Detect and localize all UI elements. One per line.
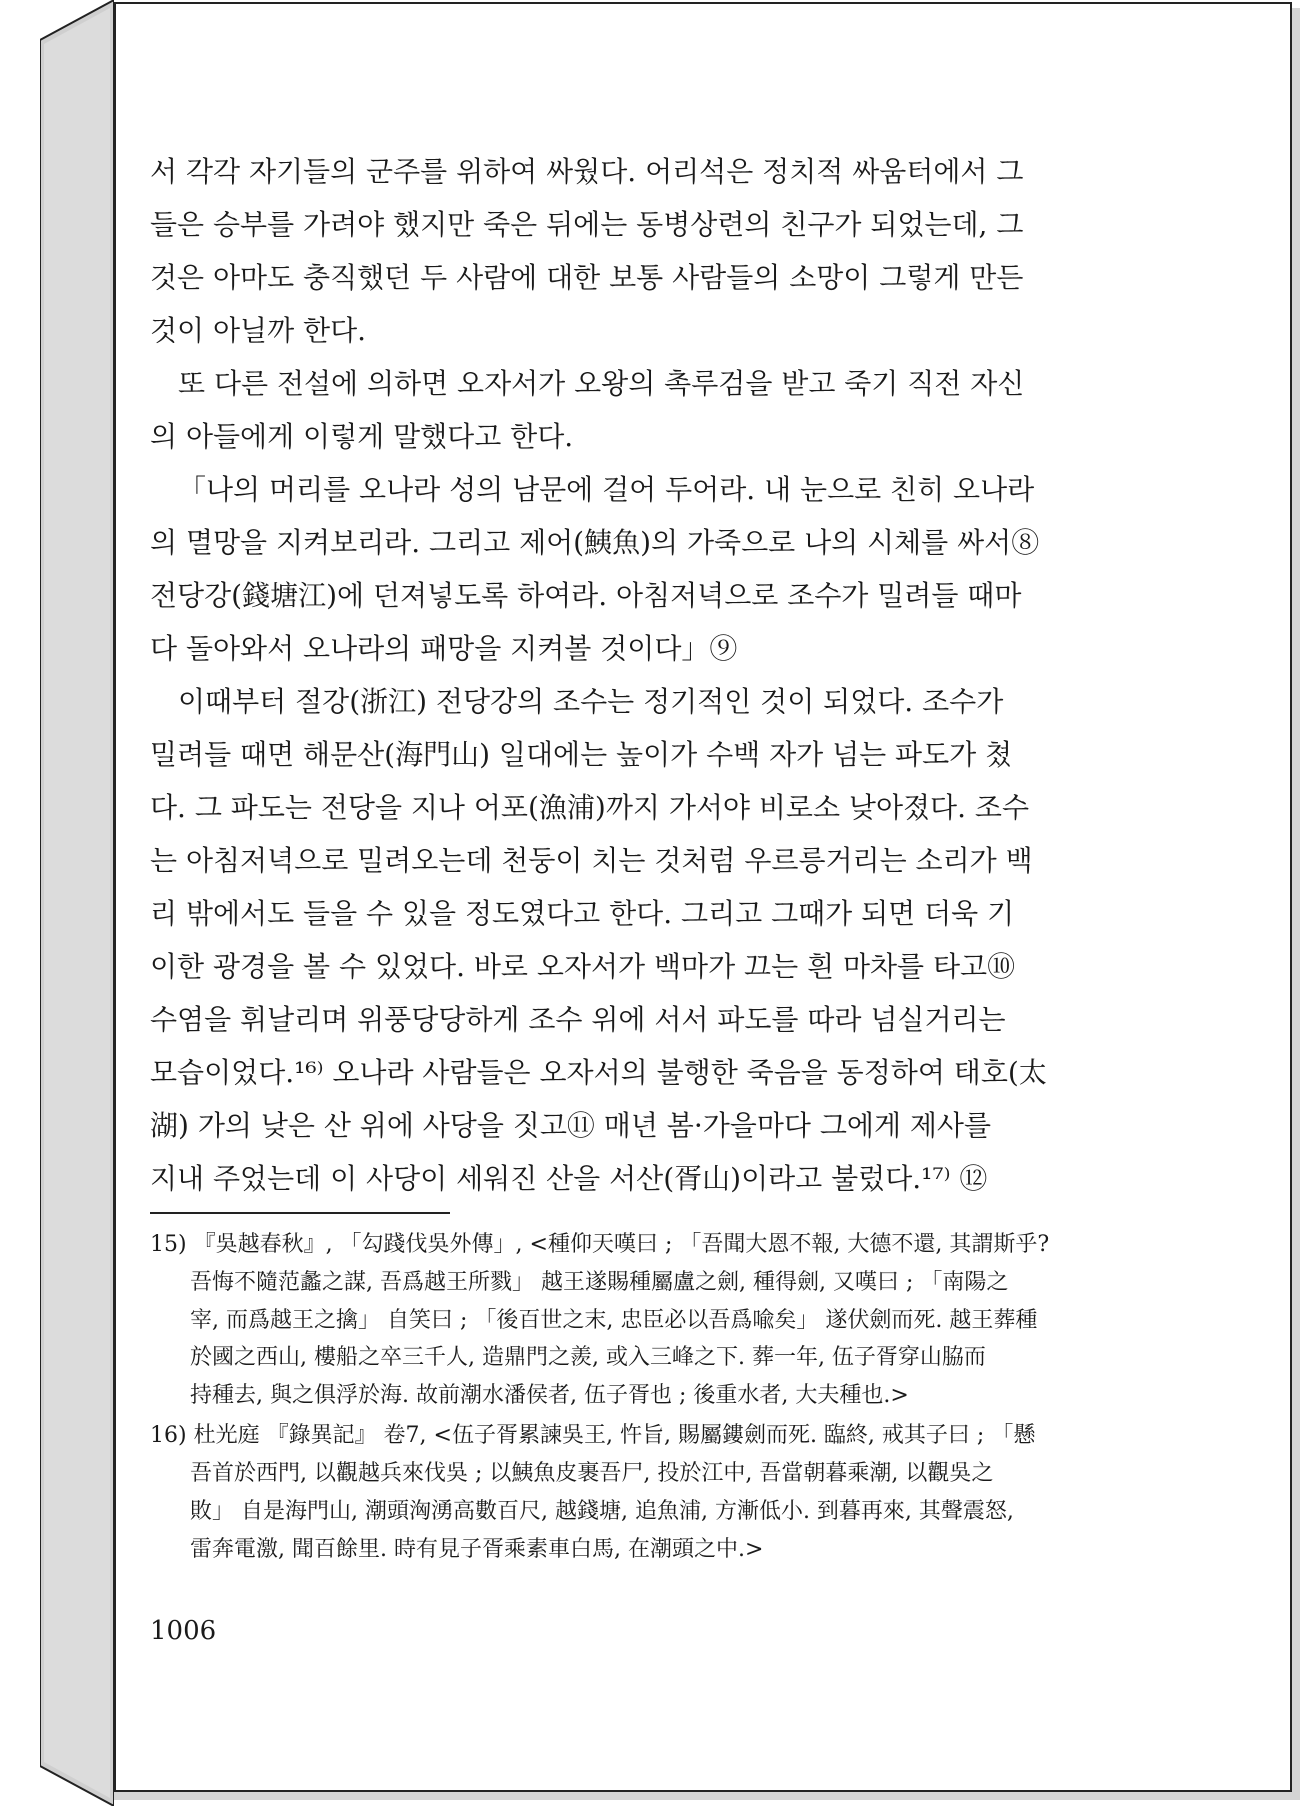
text-line: 의 멸망을 지켜보리라. 그리고 제어(鮧魚)의 가죽으로 나의 시체를 싸서⑧ (150, 526, 1040, 559)
text-line: 밀려들 때면 해문산(海門山) 일대에는 높이가 수백 자가 넘는 파도가 쳤 (150, 738, 1013, 771)
footnote-line: 吾首於西門, 以觀越兵來伐吳 ; 以鮧魚皮裹吾尸, 投於江中, 吾當朝暮乘潮, 以觀吳之 (190, 1460, 994, 1486)
text-line: 것은 아마도 충직했던 두 사람에 대한 보통 사람들의 소망이 그렇게 만든 (150, 261, 1024, 294)
text-line: 또 다른 전설에 의하면 오자서가 오왕의 촉루검을 받고 죽기 직전 자신 (178, 367, 1025, 400)
page-number: 1006 (150, 1616, 217, 1646)
footnote-line: 雷奔電激, 聞百餘里. 時有見子胥乘素車白馬, 在潮頭之中.> (190, 1536, 764, 1562)
text-line: 전당강(錢塘江)에 던져넣도록 하여라. 아침저녁으로 조수가 밀려들 때마 (150, 579, 1022, 612)
text-line: 이한 광경을 볼 수 있었다. 바로 오자서가 백마가 끄는 흰 마차를 타고⑩ (150, 950, 1016, 983)
footnote-line: 吾悔不隨范蠡之謀, 吾爲越王所戮」 越王遂賜種屬盧之劍, 種得劍, 又嘆曰 ; 「南陽之 (190, 1269, 1009, 1295)
footnote (150, 1226, 1160, 1415)
text-line: 「나의 머리를 오나라 성의 남문에 걸어 두어라. 내 눈으로 친히 오나라 (178, 473, 1035, 506)
text-line: 것이 아닐까 한다. (150, 314, 367, 347)
text-line: 지내 주었는데 이 사당이 세워진 산을 서산(胥山)이라고 불렀다.¹⁷⁾ ⑫ (150, 1162, 988, 1195)
footnote-line: 於國之西山, 樓船之卒三千人, 造鼎門之羨, 或入三峰之下. 葬一年, 伍子胥穿山脇而 (190, 1345, 986, 1371)
text-line: 수염을 휘날리며 위풍당당하게 조수 위에 서서 파도를 따라 넘실거리는 (150, 1003, 1006, 1036)
footnote-line: 宰, 而爲越王之擒」 自笑曰 ; 「後百世之末, 忠臣必以吾爲喩矣」 遂伏劍而死. 越王葬種 (190, 1307, 1038, 1333)
text-line: 湖) 가의 낮은 산 위에 사당을 짓고⑪ 매년 봄·가을마다 그에게 제사를 (150, 1109, 992, 1142)
footnote (150, 1417, 1160, 1568)
book-spine (40, 0, 114, 1806)
footnote-rule (150, 1212, 450, 1214)
text-line: 서 각각 자기들의 군주를 위하여 싸웠다. 어리석은 정치적 싸움터에서 그 (150, 155, 1024, 188)
text-line: 다 돌아와서 오나라의 패망을 지켜볼 것이다」⑨ (150, 632, 738, 665)
text-line: 이때부터 절강(浙江) 전당강의 조수는 정기적인 것이 되었다. 조수가 (178, 685, 1004, 718)
text-line: 들은 승부를 가려야 했지만 죽은 뒤에는 동병상련의 친구가 되었는데, 그 (150, 208, 1024, 241)
footnote-line: 敗」 自是海門山, 潮頭洶湧高數百尺, 越錢塘, 追魚浦, 方漸低小. 到暮再來, 其聲震怒, (190, 1498, 1014, 1524)
footnotes (150, 1226, 1160, 1570)
text-line: 의 아들에게 이렇게 말했다고 한다. (150, 420, 574, 453)
text-line: 모습이었다.¹⁶⁾ 오나라 사람들은 오자서의 불행한 죽음을 동정하여 태호(太 (150, 1056, 1047, 1089)
text-line: 리 밖에서도 들을 수 있을 정도였다고 한다. 그리고 그때가 되면 더욱 기 (150, 897, 1015, 930)
text-line: 는 아침저녁으로 밀려오는데 천둥이 치는 것처럼 우르릉거리는 소리가 백 (150, 844, 1033, 877)
body-text (150, 150, 1160, 1210)
footnote-line: 16) 杜光庭 『錄異記』 卷7, <伍子胥累諫吳王, 忤旨, 賜屬鏤劍而死. 臨終, 戒其子曰 ; 「懸 (150, 1423, 1036, 1449)
footnote-line: 持種去, 與之俱浮於海. 故前潮水潘侯者, 伍子胥也 ; 後重水者, 大夫種也.> (190, 1383, 909, 1409)
text-line: 다. 그 파도는 전당을 지나 어포(漁浦)까지 가서야 비로소 낮아졌다. 조수 (150, 791, 1030, 824)
footnote-line: 15) 『吳越春秋』, 「勾踐伐吳外傳」, <種仰天嘆曰 ; 「吾聞大恩不報, 大德不還, 其謂斯乎? (150, 1232, 1050, 1257)
